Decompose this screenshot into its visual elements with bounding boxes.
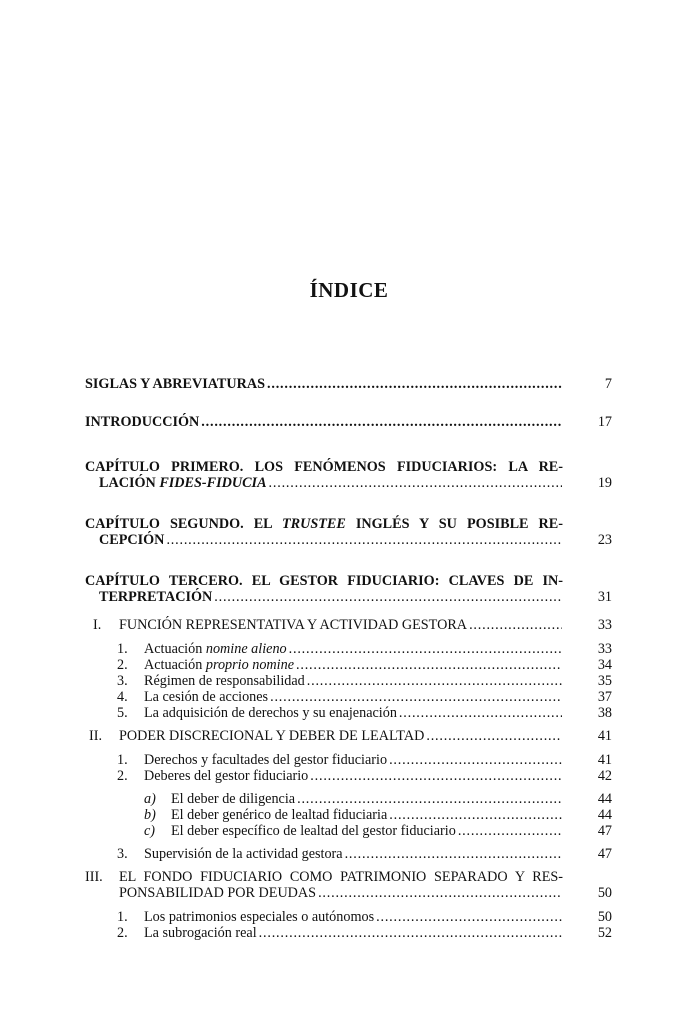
toc-entry-introduccion[interactable] (85, 414, 612, 430)
dot-leader (297, 791, 562, 807)
dot-leader (267, 376, 562, 392)
dot-leader (214, 589, 562, 605)
toc-entry-label: Deberes del gestor fiduciario (144, 768, 309, 784)
toc-entry-number: c) (144, 823, 156, 839)
toc-entry-label: Actuación nomine alieno (144, 641, 287, 657)
toc-page-number: 23 (597, 532, 612, 548)
toc-page-number: 33 (597, 641, 612, 657)
dot-leader (201, 414, 562, 430)
toc-page-number: 7 (604, 376, 612, 392)
toc-entry-label: CEPCIÓN (99, 532, 165, 548)
toc-page-number: 44 (597, 791, 612, 807)
toc-entry-1-5[interactable] (117, 705, 612, 721)
toc-entry-label: FUNCIÓN REPRESENTATIVA Y ACTIVIDAD GESTORA (119, 617, 468, 633)
toc-page-number: 44 (597, 807, 612, 823)
toc-entry-3-1[interactable] (117, 909, 612, 925)
toc-entry-label: PONSABILIDAD POR DEUDAS (119, 885, 317, 901)
toc-entry-number: II. (89, 728, 102, 744)
toc-entry-label: Los patrimonios especiales o autónomos (144, 909, 375, 925)
toc-entry-3-2[interactable] (117, 925, 612, 941)
toc-entry-2-2-b[interactable] (144, 807, 612, 823)
toc-page-number: 50 (597, 885, 612, 901)
toc-entry-number: 1. (117, 641, 128, 657)
toc-entry-number: III. (85, 869, 103, 885)
toc-page-number: 17 (597, 414, 612, 430)
toc-entry-section-I[interactable] (93, 617, 612, 633)
toc-entry-label: LACIÓN FIDES-FIDUCIA (99, 475, 267, 491)
dot-leader (289, 641, 562, 657)
toc-entry-section-III[interactable] (119, 885, 612, 901)
toc-page-number: 52 (597, 925, 612, 941)
toc-page-number: 41 (597, 752, 612, 768)
toc-entry-number: a) (144, 791, 156, 807)
page-title: ÍNDICE (309, 278, 389, 302)
toc-entry-number: 1. (117, 909, 128, 925)
toc-entry-label: Derechos y facultades del gestor fiduciario (144, 752, 388, 768)
toc-entry-2-3[interactable] (117, 846, 612, 862)
toc-entry-number: 2. (117, 657, 128, 673)
toc-entry-1-1[interactable] (117, 641, 612, 657)
toc-entry-label: Régimen de responsabilidad (144, 673, 305, 689)
toc-entry-label: La adquisición de derechos y su enajenación (144, 705, 397, 721)
toc-page-number: 37 (597, 689, 612, 705)
toc-entry-chapter-1[interactable] (99, 475, 612, 491)
toc-entry-1-4[interactable] (117, 689, 612, 705)
toc-page-number: 19 (597, 475, 612, 491)
toc-entry-label: Supervisión de la actividad gestora (144, 846, 343, 862)
dot-leader (310, 768, 562, 784)
toc-entry-number: b) (144, 807, 156, 823)
toc-entry-number: 4. (117, 689, 128, 705)
toc-entry-2-2-a[interactable] (144, 791, 612, 807)
dot-leader (307, 673, 562, 689)
toc-page-number: 35 (597, 673, 612, 689)
toc-entry-label: PODER DISCRECIONAL Y DEBER DE LEALTAD (119, 728, 425, 744)
toc-page-number: 38 (597, 705, 612, 721)
dot-leader (469, 617, 562, 633)
toc-entry-siglas[interactable] (85, 376, 612, 392)
toc-entry-2-2-c[interactable] (144, 823, 612, 839)
toc-entry-1-2[interactable] (117, 657, 612, 673)
dot-leader (296, 657, 562, 673)
toc-chapter-3-line1[interactable]: CAPÍTULO TERCERO. EL GESTOR FIDUCIARIO: CLAVES DE IN- (85, 573, 563, 589)
toc-section-III-line1[interactable] (85, 869, 563, 885)
toc-entry-label: El deber genérico de lealtad fiduciaria (171, 807, 388, 823)
dot-leader (389, 807, 562, 823)
toc-entry-label: La subrogación real (144, 925, 257, 941)
toc-entry-number: 1. (117, 752, 128, 768)
toc-entry-label: El deber específico de lealtad del gestor fiduciario (171, 823, 456, 839)
toc-page-number: 41 (597, 728, 612, 744)
toc-entry-label: El deber de diligencia (171, 791, 296, 807)
dot-leader (458, 823, 562, 839)
toc-page-number: 47 (597, 846, 612, 862)
toc-page-number: 33 (597, 617, 612, 633)
toc-entry-number: 2. (117, 768, 128, 784)
toc-entry-label: INTRODUCCIÓN (85, 414, 200, 430)
toc-entry-section-II[interactable] (89, 728, 612, 744)
toc-page-number: 50 (597, 909, 612, 925)
dot-leader (318, 885, 562, 901)
dot-leader (345, 846, 562, 862)
toc-entry-label: TERPRETACIÓN (99, 589, 213, 605)
toc-chapter-1-line1[interactable]: CAPÍTULO PRIMERO. LOS FENÓMENOS FIDUCIARIOS: LA RE- (85, 459, 563, 475)
toc-entry-number: 2. (117, 925, 128, 941)
toc-entry-2-1[interactable] (117, 752, 612, 768)
toc-entry-number: I. (93, 617, 102, 633)
toc-entry-2-2[interactable] (117, 768, 612, 784)
toc-page-number: 31 (597, 589, 612, 605)
toc-entry-1-3[interactable] (117, 673, 612, 689)
toc-entry-label: SIGLAS Y ABREVIATURAS (85, 376, 266, 392)
toc-entry-label: EL FONDO FIDUCIARIO COMO PATRIMONIO SEPARADO Y RES- (119, 869, 563, 885)
dot-leader (426, 728, 562, 744)
dot-leader (166, 532, 562, 548)
toc-page-number: 34 (597, 657, 612, 673)
toc-entry-chapter-2[interactable] (99, 532, 612, 548)
toc-entry-label: La cesión de acciones (144, 689, 269, 705)
toc-page-number: 42 (597, 768, 612, 784)
toc-entry-number: 5. (117, 705, 128, 721)
dot-leader (259, 925, 562, 941)
dot-leader (389, 752, 562, 768)
dot-leader (269, 475, 562, 491)
toc-entry-label: Actuación proprio nomine (144, 657, 295, 673)
dot-leader (376, 909, 562, 925)
dot-leader (399, 705, 562, 721)
toc-entry-number: 3. (117, 846, 128, 862)
toc-page-number: 47 (597, 823, 612, 839)
toc-entry-number: 3. (117, 673, 128, 689)
toc-chapter-2-line1[interactable]: CAPÍTULO SEGUNDO. EL TRUSTEE INGLÉS Y SU POSIBLE RE- (85, 516, 563, 532)
dot-leader (270, 689, 562, 705)
toc-entry-chapter-3[interactable] (99, 589, 612, 605)
